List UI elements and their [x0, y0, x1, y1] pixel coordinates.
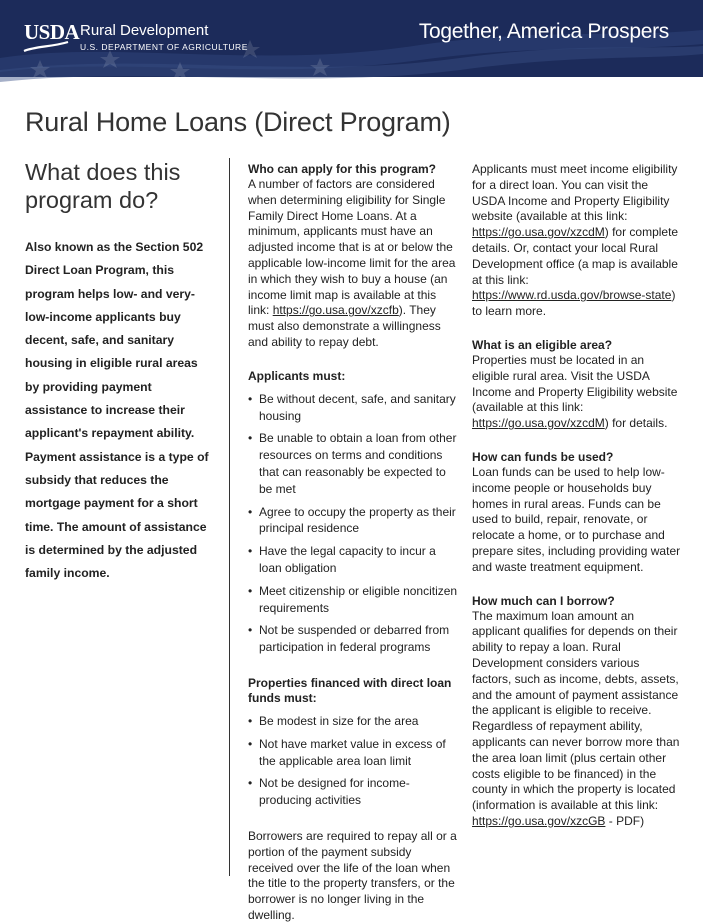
- eligibility-website-link[interactable]: https://go.usa.gov/xzcdM: [472, 225, 605, 240]
- list-item: • Not be designed for income-producing activities: [248, 775, 460, 809]
- department-name: U.S. DEPARTMENT OF AGRICULTURE: [80, 42, 248, 52]
- right-column: [472, 162, 682, 830]
- funds-use-heading: How can funds be used?: [472, 449, 614, 464]
- usda-logo-underline-icon: [22, 20, 70, 54]
- column-divider: [229, 158, 230, 876]
- borrow-amount-heading: How much can I borrow?: [472, 593, 615, 608]
- who-can-apply-text: A number of factors are considered when determining eligibility for Single Family Direct Home Loans. At a minimum, applicants must have an adjusted income that is at or below the applicable low-income limit for the area in which they wish to buy a house (an income limit map is available at this link: https://go.usa.gov/xzcfb). They must also demonstrate a willingness and ability to repay debt.: [248, 177, 456, 349]
- tagline: Together, America Prospers: [418, 20, 669, 43]
- usda-logo: USDA: [24, 20, 80, 44]
- eligible-area-text: Properties must be located in an eligible rural area. Visit the USDA Income and Property Eligibility website (available at this link: https://go.usa.gov/xzcdM) for details.: [472, 352, 678, 431]
- agency-name: Rural Development: [80, 22, 209, 39]
- funds-use-text: Loan funds can be used to help low-income people or households buy homes in rural areas. Funds can be used to build, repair, renovate, or relocate a home, or to purchase and prepare sites, including providing water and waste treatment equipment.: [472, 464, 681, 574]
- borrow-amount-text: The maximum loan amount an applicant qualifies for depends on their ability to repay a loan. Rural Development considers various factors, such as income, debts, assets, and the amount of payment assistance the applicant is eligible to receive. Regardless of repayment ability, applicants can never borrow more than the area loan limit (plus certain other costs eligible to be financed) in the county in which the property is located (information is available at this link: https://go.usa.gov/xzcGB - PDF): [472, 608, 680, 828]
- program-intro-text: Also known as the Section 502 Direct Loan Program, this program helps low- and very-low-income applicants buy decent, safe, and sanitary housing in eligible rural areas by providing payment assistance to increase their applicant's repayment ability. Payment assistance is a type of subsidy that reduces the mortgage payment for a short time. The amount of assistance is determined by the adjusted family income.: [25, 240, 209, 581]
- properties-requirements-list: [248, 713, 460, 809]
- income-limit-map-link[interactable]: https://go.usa.gov/xzcfb: [272, 303, 399, 318]
- applicants-must-heading: Applicants must:: [248, 368, 346, 383]
- who-can-apply-heading: Who can apply for this program?: [248, 162, 437, 176]
- area-loan-limit-link[interactable]: https://go.usa.gov/xzcGB: [472, 813, 606, 828]
- list-item: • Have the legal capacity to incur a loan obligation: [248, 543, 460, 577]
- page-title: Rural Home Loans (Direct Program): [25, 107, 451, 137]
- list-item: • Meet citizenship or eligible noncitizen requirements: [248, 583, 460, 617]
- left-column: [25, 158, 210, 585]
- applicants-requirements-list: [248, 391, 460, 656]
- program-purpose-heading: What does this program do?: [25, 159, 181, 213]
- repayment-text: Borrowers are required to repay all or a portion of the payment subsidy received over the life of the loan when the title to the property transfers, or the borrower is no longer living in the dwelling.: [248, 828, 457, 922]
- list-item: • Be modest in size for the area: [248, 713, 460, 730]
- list-item: • Agree to occupy the property as their principal residence: [248, 504, 460, 538]
- income-eligibility-text: Applicants must meet income eligibility for a direct loan. You can visit the USDA Income and Property Eligibility website (available at this link: https://go.usa.gov/xzcdM) for complete details. Or, contact your local Rural Development office (a map is available at this link: https://www.rd.usda.gov/browse-state) to learn more.: [472, 162, 679, 319]
- list-item: • Be without decent, safe, and sanitary housing: [248, 391, 460, 425]
- header-banner: [0, 0, 703, 77]
- eligibility-details-link[interactable]: https://go.usa.gov/xzcdM: [472, 416, 605, 431]
- rural-development-office-map-link[interactable]: https://www.rd.usda.gov/browse-state: [472, 288, 672, 303]
- list-item: • Be unable to obtain a loan from other resources on terms and conditions that can reasonably be expected to be met: [248, 430, 460, 497]
- eligible-area-heading: What is an eligible area?: [472, 337, 613, 352]
- list-item: • Not have market value in excess of the applicable area loan limit: [248, 736, 460, 770]
- list-item: • Not be suspended or debarred from participation in federal programs: [248, 622, 460, 656]
- properties-heading: Properties financed with direct loan funds must:: [248, 675, 452, 705]
- middle-column: [248, 162, 460, 924]
